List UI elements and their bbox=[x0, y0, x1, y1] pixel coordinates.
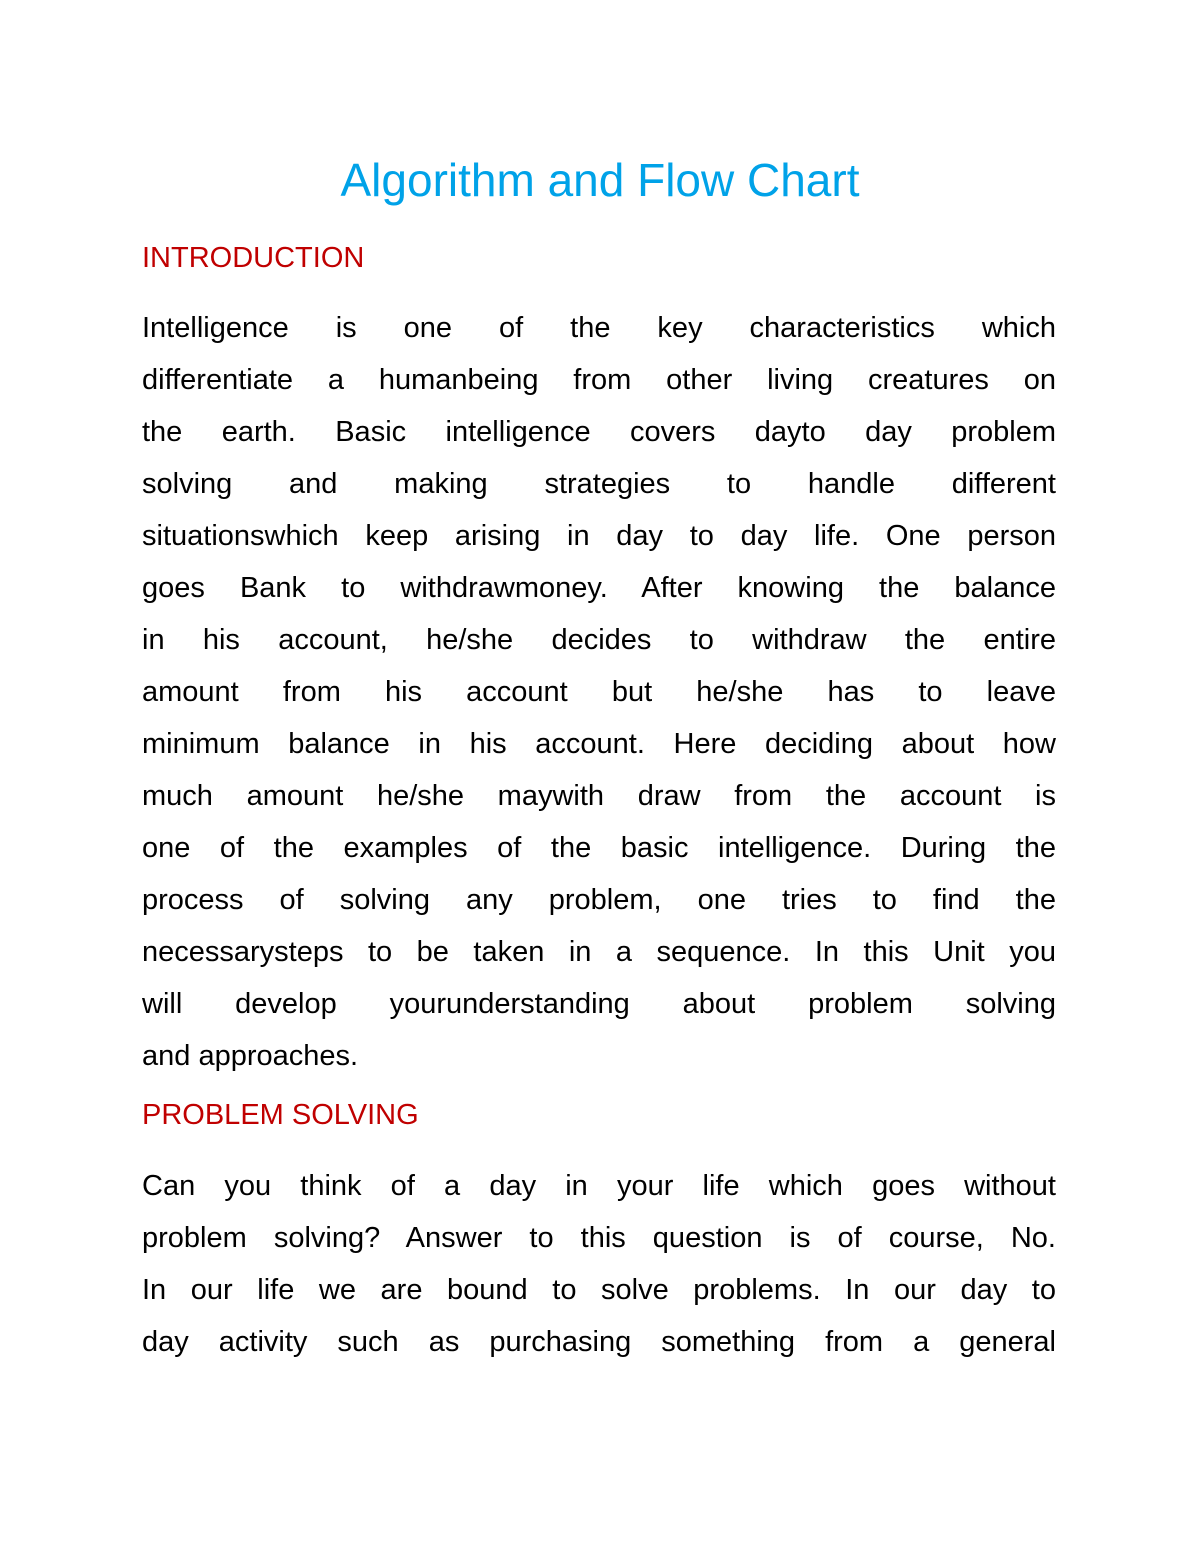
paragraph-line: situationswhich keep arising in day to day life. One person bbox=[142, 520, 1056, 552]
paragraph-line: In our life we are bound to solve problems. In our day to bbox=[142, 1274, 1056, 1306]
paragraph-line: solving and making strategies to handle different bbox=[142, 468, 1056, 500]
problem-solving-paragraph bbox=[142, 1160, 1056, 1368]
paragraph-line: day activity such as purchasing something from a general bbox=[142, 1326, 1056, 1358]
paragraph-line: differentiate a humanbeing from other living creatures on bbox=[142, 364, 1056, 396]
document-title: Algorithm and Flow Chart bbox=[340, 154, 860, 206]
paragraph-line: much amount he/she maywith draw from the account is bbox=[142, 780, 1056, 812]
paragraph-line: in his account, he/she decides to withdraw the entire bbox=[142, 624, 1056, 656]
section-heading-introduction: INTRODUCTION bbox=[142, 242, 365, 274]
paragraph-line: minimum balance in his account. Here deciding about how bbox=[142, 728, 1056, 760]
paragraph-line: one of the examples of the basic intelligence. During the bbox=[142, 832, 1056, 864]
paragraph-line: necessarysteps to be taken in a sequence. In this Unit you bbox=[142, 936, 1056, 968]
paragraph-line: problem solving? Answer to this question is of course, No. bbox=[142, 1222, 1056, 1254]
paragraph-line: goes Bank to withdrawmoney. After knowing the balance bbox=[142, 572, 1056, 604]
paragraph-line: Can you think of a day in your life which goes without bbox=[142, 1170, 1056, 1202]
section-heading-problem-solving: PROBLEM SOLVING bbox=[142, 1099, 419, 1131]
paragraph-line: the earth. Basic intelligence covers dayto day problem bbox=[142, 416, 1056, 448]
paragraph-line: amount from his account but he/she has to leave bbox=[142, 676, 1056, 708]
introduction-paragraph bbox=[142, 302, 1056, 1082]
paragraph-line: and approaches. bbox=[142, 1040, 359, 1072]
paragraph-line: process of solving any problem, one tries to find the bbox=[142, 884, 1056, 916]
paragraph-line: will develop yourunderstanding about problem solving bbox=[142, 988, 1056, 1020]
paragraph-line: Intelligence is one of the key characteristics which bbox=[142, 312, 1056, 344]
